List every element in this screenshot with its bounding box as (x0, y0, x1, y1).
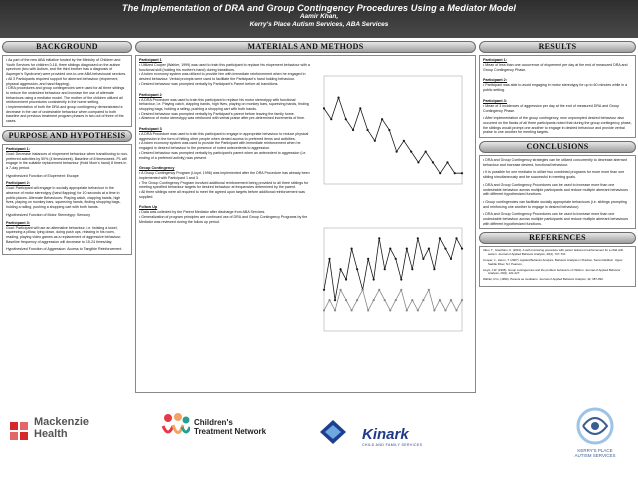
data-point (428, 289, 430, 291)
data-point (381, 118, 383, 120)
data-point (439, 299, 441, 301)
data-point (403, 140, 405, 142)
data-point (345, 278, 347, 280)
data-point (373, 299, 375, 301)
reference-item: Allen, T., Grantham, K. (2010). A self-monitoring procedure with parent delivered reinforcement for a child with autism. Journal of Applied Behavior Analysis, 43(4), 707-710. (483, 248, 624, 257)
methods-participant-2-label: Participant 2 (139, 92, 162, 97)
ctn-line-1: Children's (194, 418, 233, 427)
results-heading: RESULTS (479, 41, 636, 53)
background-bullet: • Implementation of both the DRA and group contingency demonstrated a decrease in the use of undesirable behaviour when compared to both baseline and previous treatment program phases in two out of three of the cases. (6, 105, 124, 124)
data-point (455, 309, 457, 311)
data-point (400, 278, 402, 280)
background-bullet: • DRA procedures and group contingencies were used for all three siblings to reduce the undesired behaviour and increase the use of alternate behaviours using a mediator model. The mother of the children utilized all reinforcement procedures consistently in the home setting. (6, 86, 125, 105)
poster-header (0, 0, 638, 38)
methods-bullet: • Desired behaviour was prompted verbally by Participant's parent before leaving the family home. (139, 111, 295, 116)
data-point (373, 278, 375, 280)
data-point (378, 237, 380, 239)
kinark-logo (362, 426, 472, 447)
middle-column (135, 41, 476, 393)
results-participant-1-label: Participant 1: (483, 58, 508, 62)
conclusions-heading: CONCLUSIONS (479, 141, 636, 153)
conclusions-box (479, 155, 636, 229)
methods-text (139, 58, 311, 225)
data-point (411, 268, 413, 270)
data-point (422, 258, 424, 260)
kinark-tagline: CHILD AND FAMILY SERVICES (362, 443, 423, 447)
data-point (367, 258, 369, 260)
methods-bullet: • Desired behaviour was prompted verbally by participant's parent when an antecedent to aggression (i.e. ending of a preferred activity) was present. (139, 150, 307, 160)
participant-2-hypothesis: Hypothesized Function of Motor Stereotypy: Sensory (6, 212, 91, 217)
data-point (395, 258, 397, 260)
data-point (389, 248, 391, 250)
data-point (428, 248, 430, 250)
right-column (479, 41, 636, 393)
results-participant-3-label: Participant 3: (483, 98, 508, 103)
data-point (417, 309, 419, 311)
methods-box (135, 55, 476, 393)
data-point (356, 299, 358, 301)
poster-organization: Kerry's Place Autism Services, ABA Services (249, 21, 389, 28)
data-point (406, 309, 408, 311)
ctn-figures-icon (160, 412, 190, 446)
kerrys-place-logo (560, 406, 630, 458)
data-point (444, 248, 446, 250)
data-point (417, 237, 419, 239)
data-point (433, 268, 435, 270)
purpose-box (2, 144, 132, 255)
kinark-name: Kinark (362, 426, 409, 443)
methods-bullet: • A token economy system was utilized to provide him with immediate reinforcement when he engaged in desired behaviour. Verbal prompts were used to facilitate the Participant's hand holding behaviour. (139, 72, 306, 82)
poster-title: The Implementation of DRA and Group Contingency Procedures Using a Mediator Model (121, 3, 517, 13)
data-point (345, 118, 347, 120)
methods-bullet: • A DRA Procedure was used to train this participant to engage in appropriate behaviour to reduce physical aggression in the form of hitting other people when denied access to preferred items and activities. (139, 132, 309, 141)
participant-2-goal: Goal: Participant will engage in socially appropriate behaviour in the absence of motor stereotypy (hand flapping) for 10 seconds at a time in public places. Alternate Behaviours: Playing catch, clapping hands, high fives, playing on monkey bars, squeezing hands, finding shopping bags, holding a railing, pushing a shopping cart with both hands. (6, 186, 121, 210)
participant-1-hypothesis: Hypothesized Function of Elopement: Escape (6, 173, 79, 178)
purpose-heading: PURPOSE AND HYPOTHESIS (2, 130, 132, 142)
methods-bullet: • The Group Contingency Program involved additional reinforcement being provided to all three siblings for meeting specified behaviour targets for desired behaviour at frequencies determined by the parent. (139, 180, 309, 190)
data-point (461, 248, 463, 250)
methods-bullet: • A DRA Procedure was used to train this participant to replace his motor stereotypy with functional behaviour, i.e. Playing catch, clapping hands, high fives, playing on monkey bars, squeezing hands, finding shopping bags, holding a railing, pushing a shopping cart with both hands. (139, 97, 309, 111)
chart-participant-1-svg (316, 72, 466, 192)
data-point (461, 172, 463, 174)
data-point (378, 289, 380, 291)
data-point (400, 289, 402, 291)
data-point (328, 299, 330, 301)
participant-1-label: Participant 1: (6, 146, 31, 151)
data-point (345, 299, 347, 301)
plot-area (324, 76, 462, 184)
background-bullet: • As part of the new ABA initiative funded by the Ministry of Children and Youth Services for children 0-18, three siblings diagnosed on the autism spectrum (two with Autism, and the third brother has a diagnosis of Asperger's Syndrome) were provided one-to-one ABA behavioural services. (6, 58, 127, 77)
conclusion-bullet: • DRA and Group Contingency strategies can be utilized concurrently to decrease aberrant behaviour and increase desired, functional behaviour. (483, 158, 627, 167)
methods-bullet: • Desired behaviour was prompted verbally by Participant's Parent before all transitions. (139, 81, 279, 86)
data-point (450, 299, 452, 301)
conclusion-bullet: • It is possible for one mediator to utilize two combined programs for more more than one sibling simultaneously and be successful in meeting goals. (483, 170, 625, 180)
data-point (433, 309, 435, 311)
logo-strip (0, 398, 638, 479)
data-point (384, 299, 386, 301)
data-point (330, 118, 332, 120)
left-column (2, 41, 132, 393)
kerrys-place-line-1: KERRY'S PLACE (577, 448, 613, 453)
results-participant-2-label: Participant 2: (483, 78, 508, 83)
methods-participant-3-label: Participant 3 (139, 127, 162, 132)
data-point (362, 289, 364, 291)
data-point (367, 309, 369, 311)
reference-item: Wahler, R.G. (1999). Parents as mediators. Journal of Applied Behavior Analysis, 32, 387-390. (483, 277, 604, 282)
data-point (406, 248, 408, 250)
data-point (444, 309, 446, 311)
data-point (323, 107, 325, 109)
data-point (422, 299, 424, 301)
reference-item: Cooper, J., Heron, T. (2007). Applied Behavior Analysis. Behavior Analysis in Practice. Second Edition. Upper Saddle River, NJ: Pearson. (483, 258, 623, 266)
participant-3-label: Participant 3: (6, 220, 31, 225)
mackenzie-mark-icon (8, 420, 30, 442)
data-point (374, 140, 376, 142)
childrens-treatment-network-logo (160, 412, 280, 462)
methods-bullet: • Absence of motor stereotypy was reinforced with verbal praise after pre-determined increments of time. (139, 116, 306, 121)
data-point (417, 161, 419, 163)
data-point (461, 299, 463, 301)
data-point (439, 172, 441, 174)
background-box (2, 55, 132, 127)
data-point (384, 268, 386, 270)
data-point (411, 299, 413, 301)
data-point (439, 237, 441, 239)
results-participant-1-text: • Mean of less than one occurrence of elopement per day at the end of measured DRA and Group Contingency Phase. (483, 63, 628, 72)
data-point (339, 289, 341, 291)
data-point (323, 289, 325, 291)
methods-heading: MATERIALS AND METHODS (135, 41, 476, 53)
methods-bullet: • A token economy system was used to provide the Participant with immediate reinforcement when he engaged in desired behaviour in the presence of noted antecedents to aggression. (139, 141, 301, 151)
reference-item: Lloyd, J.W. (1996). Group contingencies and the problem behaviors of children. Journal of Applied Behavior Analysis, 29(2), 221-227. (483, 267, 621, 276)
chart-participant-1 (316, 72, 466, 192)
participant-3-hypothesis: Hypothesized Function of Aggression: Access to Tangible Reinforcement (6, 247, 122, 252)
data-point (395, 299, 397, 301)
participant-1-goal: Goal: Decrease instances of elopement behaviour when transitioning to non-preferred activities by 50% (4 times/week). Baseline of 8 times/week. P1 will engage in the suitable replacement behaviour (Hold Mom's hand) 8 times in a 7-day period. (6, 151, 128, 170)
participant-3-goal: Goal: Participant will use an alternative behaviour, i.e. twisting a towel, squeezing a pillow, lying down, doing push ups, relaxing in his room, reading, playing video games as a replacement of aggressive behaviour. Baseline frequency of aggression will decrease to 15-24 times/day. (6, 225, 122, 244)
methods-bullet: • A Group Contingency Program (Lloyd, 1996) was implemented after the DRA Procedure has already been implemented with Participant 1 and 3. (139, 171, 310, 180)
references-heading: REFERENCES (479, 232, 636, 244)
data-point (328, 258, 330, 260)
data-point (352, 129, 354, 131)
data-point (410, 151, 412, 153)
mackenzie-line-1: Mackenzie (34, 416, 90, 428)
data-point (450, 258, 452, 260)
chart-participant-3-svg (316, 224, 466, 339)
data-point (337, 97, 339, 99)
blue-emblem-logo (318, 418, 348, 451)
data-point (339, 268, 341, 270)
chart-participant-3 (316, 224, 466, 339)
results-box (479, 55, 636, 138)
data-point (446, 161, 448, 163)
results-participant-2-text: • Participant was able to avoid engaging in motor stereotypy for up to 60 minutes while in a public setting. (483, 83, 628, 93)
plot-area (324, 228, 462, 331)
data-point (334, 299, 336, 301)
data-point (366, 129, 368, 131)
mackenzie-line-2: Health (34, 428, 68, 440)
data-point (455, 237, 457, 239)
data-point (323, 309, 325, 311)
data-point (454, 172, 456, 174)
data-point (425, 151, 427, 153)
references-box (479, 246, 636, 287)
background-bullet: • All 3 Participants required support for aberrant behaviour (elopement, physical aggression, and hand flapping). (6, 76, 119, 86)
emblem-icon (318, 418, 348, 446)
data-point (432, 161, 434, 163)
data-point (351, 309, 353, 311)
methods-bullet: • Generalization of program principles are continued use of DRA and Group Contingency Programs by the Mediator was reviewed during the follow up period. (139, 215, 308, 224)
background-heading: BACKGROUND (2, 41, 132, 53)
results-participant-3-text-2: • After implementation of the group contingency, new unprompted desired behaviour also occurred on the flanks of all three participants noted that during the group contingency phase, the siblings would prompt one another to engage in desired behaviour and provide verbal praise to one another for meeting targets. (483, 116, 632, 135)
methods-bullet: • All three siblings were all required to meet the agreed upon targets before additional reinforcement was supplied. (139, 190, 305, 199)
participant-2-label: Participant 2: (6, 181, 31, 186)
conclusion-bullet: • DRA and Group Contingency Procedures can be used to increase more than one undesirable behaviour across multiple participants and reduce multiple aberrant behaviours with different hypothesized functions. (483, 182, 629, 197)
data-point (334, 309, 336, 311)
methods-bullet: • Data was collected by the Parent Mediator after discharge from ABA Services. (139, 210, 266, 215)
poster-author: Aamir Khan, (299, 13, 339, 20)
data-point (389, 309, 391, 311)
group-contingency-label: Group Contingency (139, 166, 175, 171)
data-point (351, 248, 353, 250)
ctn-line-2: Treatment Network (194, 427, 267, 436)
kerrys-place-swirl-icon (575, 406, 615, 448)
conclusion-bullet: • Group contingencies can facilitate socially appropriate behaviours (i.e. siblings prompting and reinforcing one another to engage in desired behaviour). (483, 199, 627, 209)
data-point (388, 129, 390, 131)
conclusion-bullet: • DRA and Group Contingency Procedures can be used to increase more than one undesirable behaviour across multiple participants and reduce multiple aberrant behaviours with different hypothesized functions. (483, 212, 629, 226)
follow-up-label: Follow Up (139, 205, 158, 210)
methods-bullet: • Utilized Cooper (Wahler, 1999) was used to train this participant to replace his elopement behaviour with a functional skill (holding his mother's hand) during transitions. (139, 63, 310, 72)
kerrys-place-line-2: AUTISM SERVICES (574, 453, 616, 458)
data-point (396, 151, 398, 153)
data-point (359, 107, 361, 109)
results-participant-3-text: • Mean of 3 incidences of aggression per day at the end of measured DRA and Group Contingency Phase. (483, 103, 620, 113)
methods-participant-1-label: Participant 1 (139, 58, 162, 62)
data-point (356, 268, 358, 270)
